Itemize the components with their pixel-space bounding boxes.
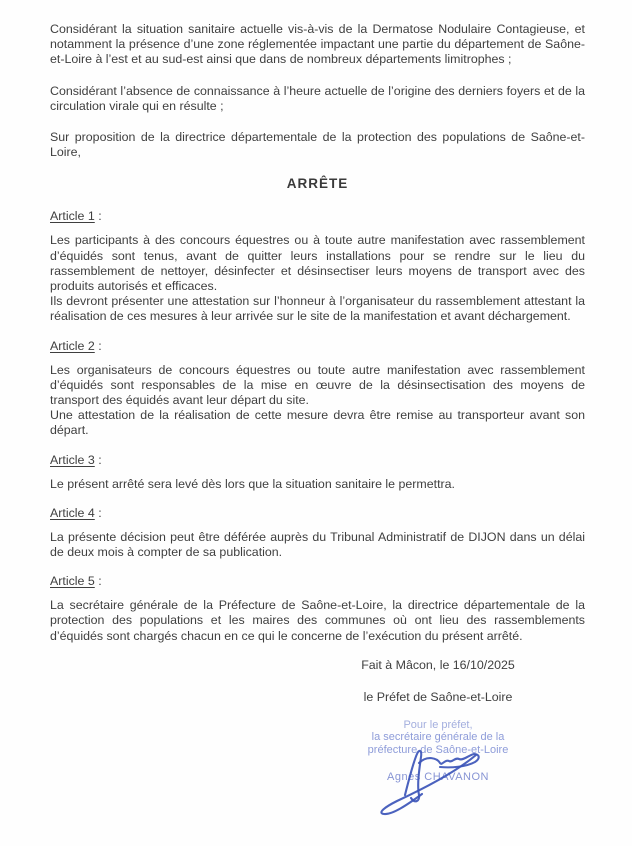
stamp-line-3: préfecture de Saône-et-Loire [367, 743, 509, 756]
delegation-stamp [333, 719, 543, 784]
arrete-title: ARRÊTE [286, 176, 349, 192]
article-3-label: Article 3 [50, 452, 95, 467]
sur-proposition-paragraph: Sur proposition de la directrice départementale de la protection des populations de Saône-et-Loire, [50, 130, 585, 160]
article-3-body [50, 477, 585, 492]
considerant-paragraph-1: Considérant la situation sanitaire actuelle vis-à-vis de la Dermatose Nodulaire Contagieuse, et notamment la présence d’une zone réglementée impactant une partie du département de Saône-et-Loire à l’est et au sud-est ainsi que dans de nombreux départements limitrophes ; [50, 22, 585, 67]
stamp-line-2: la secrétaire générale de la [371, 731, 505, 744]
article-1-label: Article 1 [50, 209, 95, 224]
considerant-paragraph-2: Considérant l’absence de connaissance à l’heure actuelle de l’origine des derniers foyers et de la circulation virale qui en résulte ; [50, 83, 585, 113]
article-2-label: Article 2 [50, 338, 95, 353]
place-and-date: Fait à Mâcon, le 16/10/2025 [361, 657, 515, 672]
article-1-paragraph-1: Les participants à des concours équestres ou à toute autre manifestation avec rassemblement d’équidés sont tenus, avant de quitter leurs installations pour se rendre sur le lieu du rassemblement de nettoyer, désinfecter et désinsectiser leurs moyens de transport avec des produits autorisés et efficaces. [50, 233, 585, 294]
article-4-body [50, 530, 585, 560]
article-2-paragraph-1: Les organisateurs de concours équestres ou toute autre manifestation avec rassemblement d’équidés sont responsables de la mise en œuvre de la désinsectisation des moyens de transport des équidés avant leur départ du site. [50, 362, 585, 408]
signatory-name: Agnès CHAVANON [387, 771, 489, 784]
article-2-paragraph-2: Une attestation de la réalisation de cette mesure devra être remise au transporteur avant son départ. [50, 408, 585, 438]
article-5-label: Article 5 [50, 574, 95, 589]
article-2-body [50, 363, 585, 439]
article-4-heading [50, 506, 585, 520]
signatory-title: le Préfet de Saône-et-Loire [363, 689, 513, 704]
article-5-body [50, 598, 585, 644]
article-3-paragraph-1: Le présent arrêté sera levé dès lors que la situation sanitaire le permettra. [50, 476, 455, 491]
article-2-heading [50, 339, 585, 353]
article-1-body [50, 233, 585, 324]
article-5-heading [50, 574, 585, 588]
signature-block [333, 658, 543, 784]
article-4-label: Article 4 [50, 505, 95, 520]
article-1-colon: : [94, 209, 102, 224]
article-2-colon: : [94, 338, 102, 353]
article-1-paragraph-2: Ils devront présenter une attestation sur l’honneur à l’organisateur du rassemblement attestant la réalisation de ces mesures à leur arrivée sur le site de la manifestation et avant déchargement. [50, 294, 585, 324]
stamp-line-1: Pour le préfet, [403, 718, 473, 731]
article-1-heading [50, 209, 585, 223]
article-4-paragraph-1: La présente décision peut être déférée auprès du Tribunal Administratif de DIJON dans un délai de deux mois à compter de sa publication. [50, 529, 585, 560]
article-5-paragraph-1: La secrétaire générale de la Préfecture de Saône-et-Loire, la directrice départementale de la protection des populations et les maires des communes où ont lieu des rassemblements d’équidés sont chargés chacun en ce qui le concerne de l’exécution du présent arrêté. [50, 598, 585, 643]
article-4-colon: : [94, 505, 102, 520]
article-3-colon: : [94, 452, 102, 467]
article-3-heading [50, 453, 585, 467]
article-5-colon: : [94, 574, 102, 589]
